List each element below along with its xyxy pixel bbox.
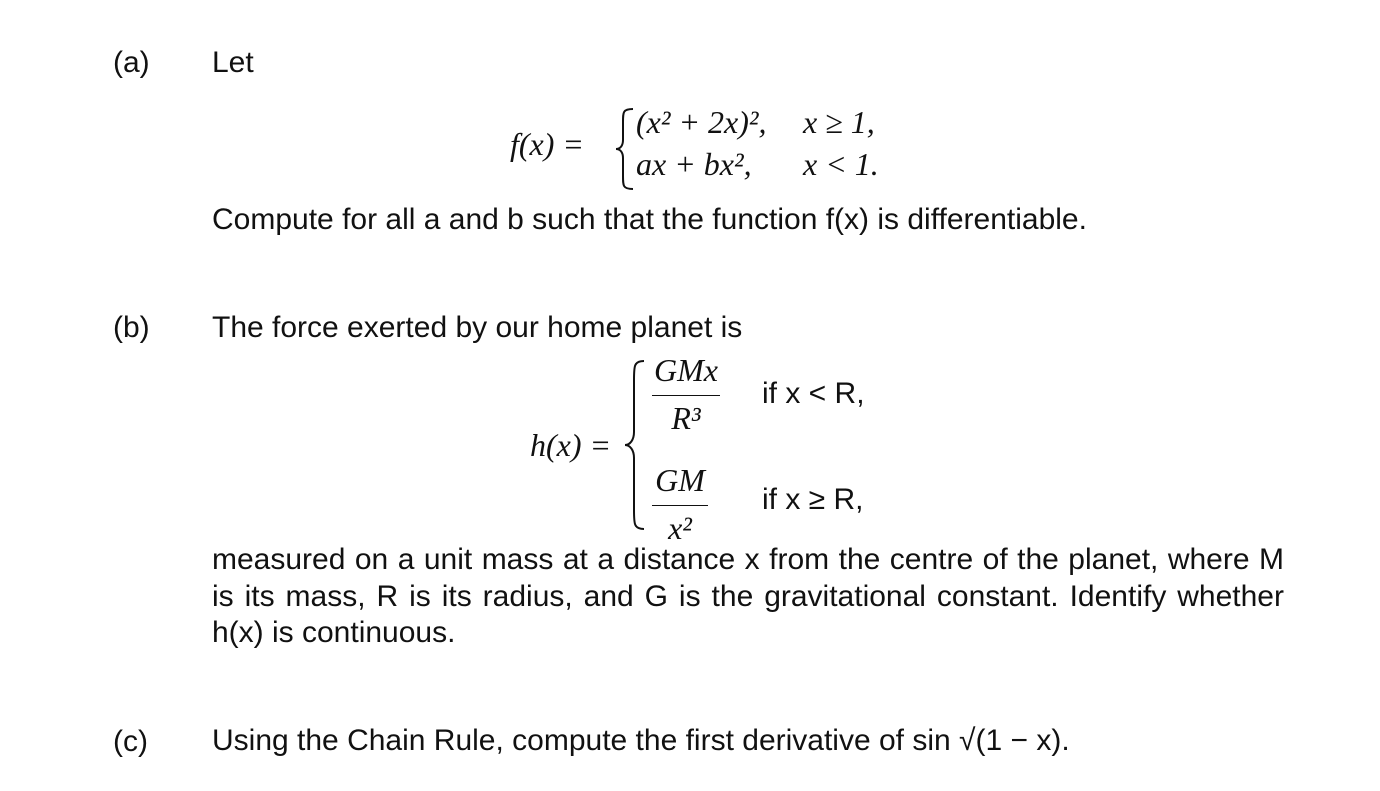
- part-b-case1-fraction: [652, 352, 720, 437]
- part-b-description: measured on a unit mass at a distance x from the centre of the planet, where M is its mass, R is its radius, and G is the gravitational constant. Identify whether h(x) is continuous.: [212, 543, 1284, 650]
- part-b-case1-numerator: GMx: [654, 352, 718, 388]
- part-c-question: Using the Chain Rule, compute the first derivative of sin √(1 − x).: [212, 724, 1070, 757]
- part-b-case2-fraction-bar: [652, 505, 708, 506]
- part-a-case2-cond: x < 1.: [803, 146, 879, 182]
- part-b-case2-numerator: GM: [655, 462, 705, 498]
- part-b-case1-fraction-bar: [652, 395, 720, 396]
- part-b-case1-cond: if x < R,: [762, 377, 865, 410]
- part-c-label: (c): [113, 725, 148, 758]
- part-a-lhs: f(x) =: [510, 126, 584, 162]
- part-a-case1-expr: (x² + 2x)²,: [636, 104, 767, 140]
- part-b-intro: The force exerted by our home planet is: [212, 311, 743, 344]
- part-b-case1-denominator: R³: [671, 400, 701, 436]
- part-b-label: (b): [113, 311, 150, 344]
- part-b-case2-denominator: x²: [668, 510, 692, 546]
- part-a-brace: [613, 106, 637, 192]
- part-a-intro: Let: [212, 46, 254, 79]
- part-a-case2-expr: ax + bx²,: [636, 146, 752, 182]
- part-b-brace: [622, 358, 648, 532]
- part-b-lhs: h(x) =: [530, 427, 612, 463]
- part-a-label: (a): [113, 46, 150, 79]
- part-a-question: Compute for all a and b such that the function f(x) is differentiable.: [212, 203, 1087, 236]
- part-a-case1-cond: x ≥ 1,: [803, 104, 875, 140]
- part-b-case2-fraction: [652, 462, 708, 547]
- part-b-case2-cond: if x ≥ R,: [762, 483, 864, 516]
